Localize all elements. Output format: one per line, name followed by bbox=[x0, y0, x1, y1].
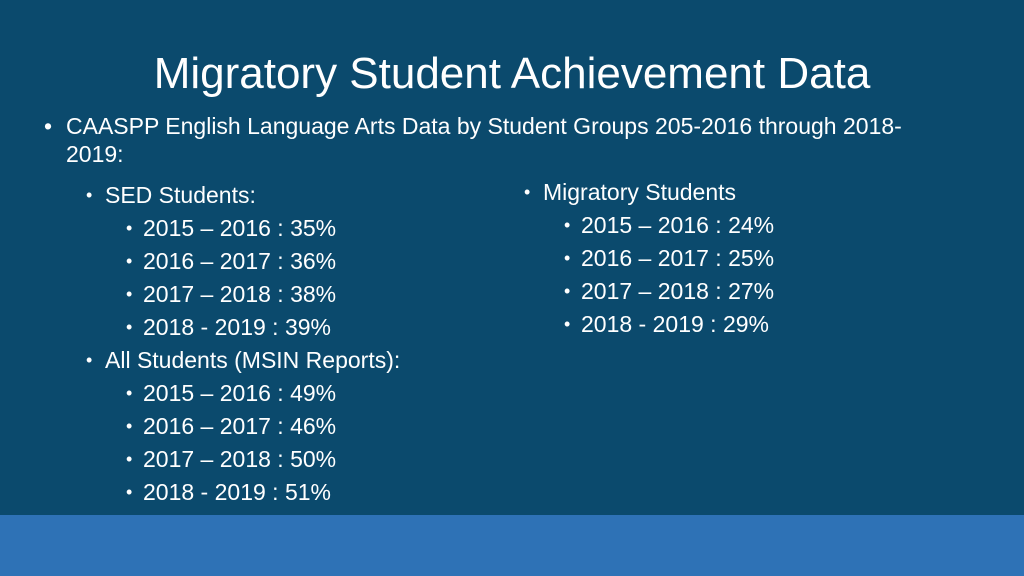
list-item-text: 2018 - 2019 : 29% bbox=[581, 311, 769, 337]
left-column-list bbox=[86, 179, 400, 509]
list-item-text: 2016 – 2017 : 46% bbox=[143, 413, 337, 439]
group-heading bbox=[524, 176, 774, 209]
list-item bbox=[524, 308, 774, 341]
list-item bbox=[86, 311, 400, 344]
list-item-text: 2015 – 2016 : 35% bbox=[143, 215, 337, 241]
list-item bbox=[86, 377, 400, 410]
list-item bbox=[86, 212, 400, 245]
right-column-list bbox=[524, 176, 774, 341]
list-item-text: 2016 – 2017 : 36% bbox=[143, 248, 337, 274]
bullet-dot: • bbox=[86, 185, 93, 205]
intro-text: CAASPP English Language Arts Data by Student Groups 205-2016 through 2018-2019: bbox=[66, 113, 902, 167]
list-item-text: 2015 – 2016 : 24% bbox=[581, 212, 775, 238]
bullet-dot: • bbox=[86, 350, 93, 370]
list-item bbox=[86, 410, 400, 443]
bullet-dot: • bbox=[44, 113, 53, 139]
group-label: All Students (MSIN Reports): bbox=[105, 347, 401, 373]
group-heading bbox=[86, 344, 400, 377]
group-label: SED Students: bbox=[105, 182, 256, 208]
bullet-dot: • bbox=[564, 314, 571, 334]
list-item bbox=[524, 209, 774, 242]
bullet-dot: • bbox=[564, 281, 571, 301]
bullet-dot: • bbox=[126, 449, 133, 469]
bullet-dot: • bbox=[126, 317, 133, 337]
bullet-dot: • bbox=[564, 215, 571, 235]
list-item-text: 2018 - 2019 : 39% bbox=[143, 314, 331, 340]
list-item bbox=[86, 245, 400, 278]
slide-title: Migratory Student Achievement Data bbox=[153, 49, 871, 98]
list-item bbox=[524, 275, 774, 308]
group-heading bbox=[86, 179, 400, 212]
bullet-dot: • bbox=[564, 248, 571, 268]
list-item bbox=[524, 242, 774, 275]
list-item bbox=[86, 278, 400, 311]
bullet-dot: • bbox=[126, 416, 133, 436]
list-item-text: 2015 – 2016 : 49% bbox=[143, 380, 337, 406]
bullet-dot: • bbox=[126, 251, 133, 271]
list-item-text: 2017 – 2018 : 27% bbox=[581, 278, 775, 304]
bullet-dot: • bbox=[126, 284, 133, 304]
bullet-dot: • bbox=[524, 182, 531, 202]
list-item bbox=[86, 476, 400, 509]
list-item-text: 2018 - 2019 : 51% bbox=[143, 479, 331, 505]
footer-bar bbox=[0, 515, 1024, 576]
group-label: Migratory Students bbox=[543, 179, 737, 205]
list-item-text: 2017 – 2018 : 50% bbox=[143, 446, 337, 472]
list-item bbox=[86, 443, 400, 476]
list-item-text: 2016 – 2017 : 25% bbox=[581, 245, 775, 271]
list-item-text: 2017 – 2018 : 38% bbox=[143, 281, 337, 307]
intro-bullet bbox=[44, 112, 944, 168]
bullet-dot: • bbox=[126, 482, 133, 502]
bullet-dot: • bbox=[126, 383, 133, 403]
bullet-dot: • bbox=[126, 218, 133, 238]
